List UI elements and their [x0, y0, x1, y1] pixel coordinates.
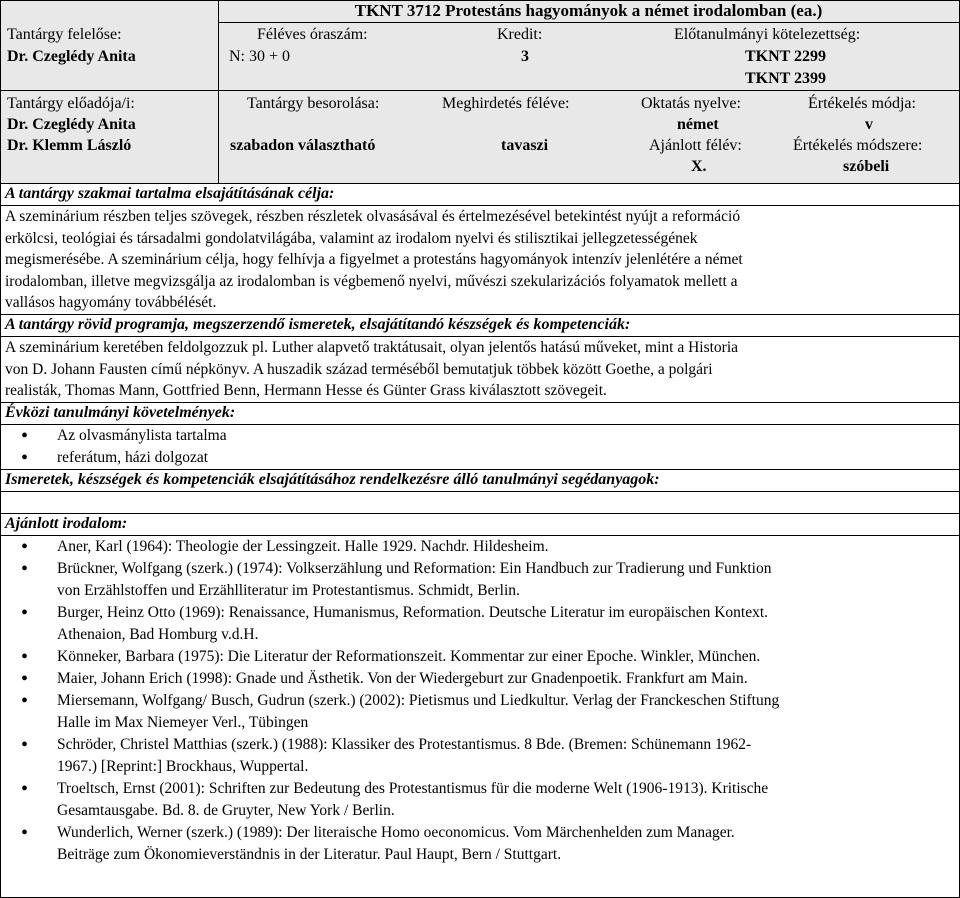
reference-line: Könneker, Barbara (1975): Die Literatur der Reformationszeit. Kommentar zur einer Epoche. Winkler, München. — [57, 647, 761, 665]
reference-line: Maier, Johann Erich (1998): Gnade und Ästhetik. Von der Wiedergeburt zur Gnadenpoetik. Frankfurt am Main. — [57, 669, 748, 687]
reference-line: Burger, Heinz Otto (1969): Renaissance, Humanismus, Reformation. Deutsche Literatur im europäischen Kontext. — [57, 603, 769, 621]
prereq-label: Előtanulmányi kötelezettség: — [674, 26, 861, 43]
materials-empty-row — [1, 491, 959, 513]
aim-line: erkölcsi, teológiai és társadalmi gondolatvilágába, valamint az irodalom nyelvi és stilisztikai jellegzetességének — [5, 229, 698, 247]
list-item: • Az olvasmánylista tartalma — [1, 425, 959, 447]
reference-line: Athenaion, Bad Homburg v.d.H. — [57, 625, 259, 643]
reference-line: Beiträge zum Ökonomieverständnis in der Literatur. Paul Haupt, Bern / Stuttgart. — [57, 845, 562, 863]
program-text — [1, 336, 959, 402]
reference-line: Aner, Karl (1964): Theologie der Lessingzeit. Halle 1929. Nachdr. Hildesheim. — [57, 537, 549, 555]
list-item — [1, 646, 959, 668]
program-line: von D. Johann Fausten című népkönyv. A huszadik század terméséből bemutatjuk többek között Goethe, a polgári — [5, 360, 713, 378]
list-item — [1, 668, 959, 690]
program-line: A szeminárium keretében feldolgozzuk pl. Luther alapvető traktátusait, olyan jelentős hatású műveket, mint a Historia — [5, 338, 739, 356]
aim-line: A szeminárium részben teljes szövegek, részben részletek olvasásával és értelmezésével betekintést nyújt a reformáció — [5, 208, 741, 225]
program-line: realisták, Thomas Mann, Gottfried Benn, Hermann Hesse és Günter Grass kiválasztott szövegeit. — [5, 382, 607, 400]
lecturer-1: Dr. Czeglédy Anita — [7, 116, 136, 133]
eval-mode-label: Értékelés módja: — [808, 95, 916, 112]
reference-line: Gesamtausgabe. Bd. 8. de Gruyter, New York / Berlin. — [57, 801, 395, 819]
classification-label: Tantárgy besorolása: — [247, 95, 380, 112]
materials-heading: Ismeretek, készségek és kompetenciák elsajátításához rendelkezésre álló tanulmányi segédanyagok: — [1, 469, 959, 491]
eval-mode-value: v — [865, 116, 873, 133]
semester-value: tavaszi — [501, 137, 549, 154]
program-heading: A tantárgy rövid programja, megszerzendő ismeretek, elsajátítandó készségek és kompetenciák: — [1, 314, 959, 336]
language-value: német — [677, 116, 719, 133]
course-header — [1, 1, 959, 183]
reference-line: Brückner, Wolfgang (szerk.) (1974): Volkserzählung und Reformation: Ein Handbuch zur Tradierung und Funktion — [57, 559, 772, 577]
course-title: TKNT 3712 Protestáns hagyományok a német irodalomban (ea.) — [354, 1, 823, 20]
aim-line: vallásos hagyomány továbbélését. — [5, 294, 217, 312]
literature-heading: Ajánlott irodalom: — [1, 513, 959, 535]
aim-line: megismerésébe. A szeminárium célja, hogy felhívja a figyelmet a protestáns hagyományok intenzív jelenlétére a német — [5, 251, 743, 269]
aim-line: irodalomban, illetve megvizsgálja az irodalomban is végbemenő nyelvi, művészi szekularizációs folyamatok mellett a — [5, 272, 738, 290]
list-item — [1, 602, 959, 646]
responsible-label: Tantárgy felelőse: — [7, 26, 122, 43]
prereq-value-2: TKNT 2399 — [745, 70, 827, 87]
reference-line: Wunderlich, Werner (szerk.) (1989): Der literaische Homo oeconomicus. Vom Märchenhelden zum Manager. — [57, 823, 735, 841]
language-label: Oktatás nyelve: — [641, 95, 741, 112]
semester-label: Meghirdetés féléve: — [442, 95, 570, 112]
classification-value: szabadon választható — [230, 137, 376, 154]
list-item — [1, 558, 959, 602]
reference-line: Troeltsch, Ernst (2001): Schriften zur Bedeutung des Protestantismus für die moderne Welt (1906-1913). Kritische — [57, 779, 769, 797]
recommended-semester-label: Ajánlott félév: — [649, 137, 742, 154]
reference-line: Schröder, Christel Matthias (szerk.) (1988): Klassiker des Protestantismus. 8 Bde. (Bremen: Schünemann 1962- — [57, 735, 752, 753]
reference-line: Halle im Max Niemeyer Verl., Tübingen — [57, 713, 309, 731]
list-item: • referátum, házi dolgozat — [1, 447, 959, 469]
credit-value: 3 — [521, 48, 529, 65]
reference-line: Miersemann, Wolfgang/ Busch, Gudrun (szerk.) (2002): Pietismus und Liedkultur. Verlag der Franckeschen Stiftung — [57, 691, 780, 709]
hours-label: Féléves óraszám: — [257, 26, 368, 43]
credit-label: Kredit: — [497, 26, 543, 43]
lecturers-label: Tantárgy előadója/i: — [7, 95, 135, 112]
literature-list — [1, 535, 959, 866]
list-item — [1, 536, 959, 558]
aim-heading: A tantárgy szakmai tartalma elsajátításának célja: — [1, 183, 959, 205]
requirements-list — [1, 424, 959, 469]
eval-method-label: Értékelés módszere: — [793, 137, 923, 154]
reference-line: 1967.) [Reprint:] Brockhaus, Wuppertal. — [57, 757, 309, 775]
hours-value: N: 30 + 0 — [229, 48, 291, 65]
course-body — [1, 183, 959, 866]
responsible-name: Dr. Czeglédy Anita — [7, 48, 136, 65]
list-item — [1, 734, 959, 778]
list-item — [1, 822, 959, 866]
requirements-heading: Évközi tanulmányi követelmények: — [1, 402, 959, 424]
reference-line: von Erzählstoffen und Erzählliteratur im Protestantismus. Schmidt, Berlin. — [57, 581, 520, 599]
list-item — [1, 690, 959, 734]
aim-text — [1, 205, 959, 314]
list-item — [1, 778, 959, 822]
lecturer-2: Dr. Klemm László — [7, 137, 132, 154]
eval-method-value: szóbeli — [843, 158, 890, 175]
prereq-value-1: TKNT 2299 — [745, 48, 827, 65]
recommended-semester-value: X. — [691, 158, 707, 175]
